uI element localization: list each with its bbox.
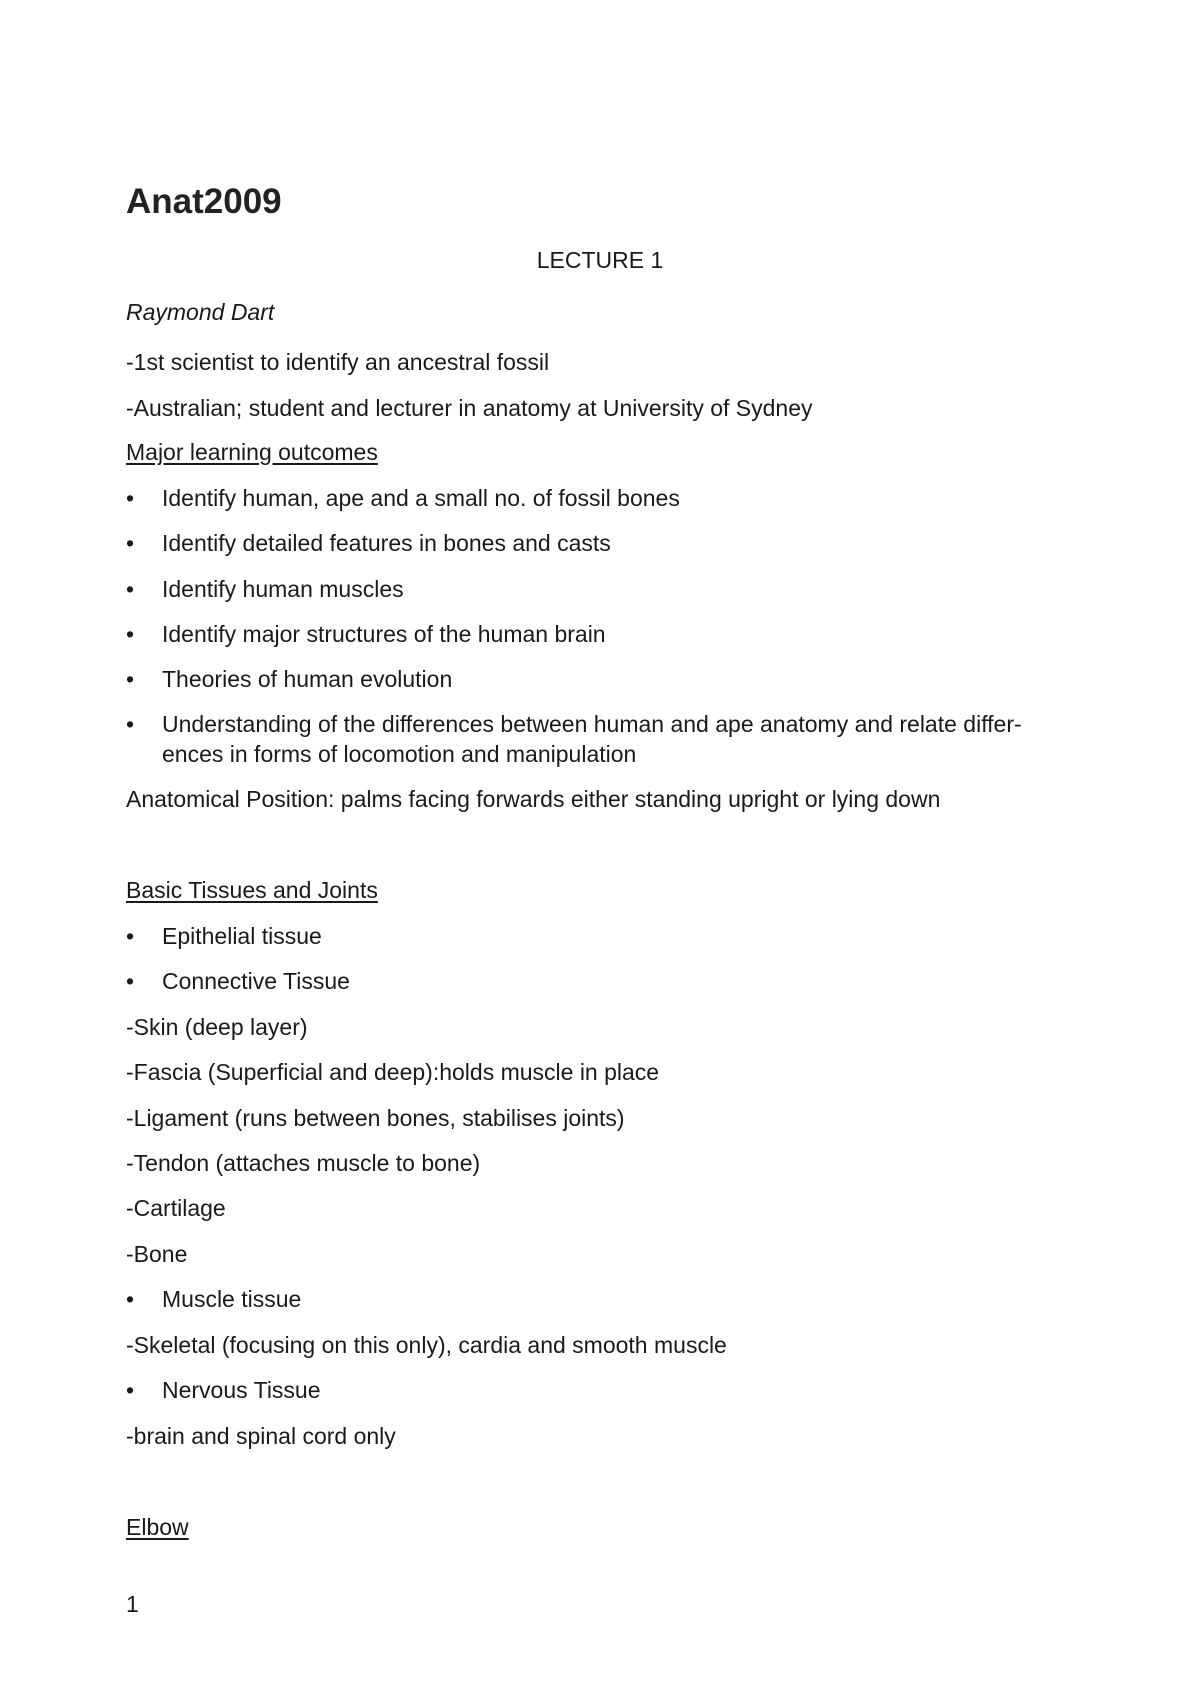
bullet-icon: •: [126, 621, 135, 647]
connective-item: -Fascia (Superficial and deep):holds muscle in place: [126, 1059, 660, 1085]
elbow-heading: Elbow: [126, 1514, 189, 1540]
outcome-item: [126, 528, 1086, 558]
bullet-icon: •: [126, 1286, 135, 1312]
outcome-item: [126, 664, 1086, 694]
tissue-item: [126, 921, 1086, 951]
outcome-item: [126, 709, 1086, 769]
bullet-icon: •: [126, 1377, 135, 1403]
fact-line: -1st scientist to identify an ancestral fossil: [126, 349, 550, 375]
outcome-text: Theories of human evolution: [162, 666, 453, 692]
tissue-item: [126, 1284, 1086, 1314]
bullet-icon: •: [126, 968, 135, 994]
tissue-text: Muscle tissue: [162, 1286, 302, 1312]
bullet-icon: •: [126, 923, 135, 949]
outcome-item: [126, 619, 1086, 649]
tissue-item: [126, 1375, 1086, 1405]
connective-item: -Skin (deep layer): [126, 1014, 308, 1040]
bullet-icon: •: [126, 530, 135, 556]
fact-line: -Australian; student and lecturer in anatomy at University of Sydney: [126, 395, 813, 421]
connective-item: -Bone: [126, 1241, 188, 1267]
anatomical-position: Anatomical Position: palms facing forwards either standing upright or lying down: [126, 786, 941, 812]
bullet-icon: •: [126, 666, 135, 692]
outcome-item: [126, 483, 1086, 513]
tissue-text: Epithelial tissue: [162, 923, 322, 949]
muscle-detail: -Skeletal (focusing on this only), cardia and smooth muscle: [126, 1332, 727, 1358]
connective-item: -Cartilage: [126, 1195, 226, 1221]
outcomes-heading: Major learning outcomes: [126, 439, 378, 465]
page-number: 1: [126, 1591, 139, 1617]
document-title: Anat2009: [126, 182, 282, 221]
bullet-icon: •: [126, 711, 135, 737]
outcome-item: [126, 574, 1086, 604]
outcome-text: Identify human muscles: [162, 576, 404, 602]
lecture-heading-text: LECTURE 1: [536, 247, 664, 273]
tissue-text: Connective Tissue: [162, 968, 350, 994]
outcome-text: Identify detailed features in bones and casts: [162, 530, 611, 556]
outcome-text: Understanding of the differences between human and ape anatomy and relate differ- ences in forms of locomotion and manipulation: [162, 711, 1022, 767]
outcome-text: Identify human, ape and a small no. of fossil bones: [162, 485, 680, 511]
outcome-text: Identify major structures of the human brain: [162, 621, 606, 647]
tissue-item: [126, 966, 1086, 996]
person-name: Raymond Dart: [126, 299, 275, 325]
nervous-detail: -brain and spinal cord only: [126, 1423, 396, 1449]
connective-item: -Tendon (attaches muscle to bone): [126, 1150, 481, 1176]
tissues-heading: Basic Tissues and Joints: [126, 877, 378, 903]
connective-item: -Ligament (runs between bones, stabilises joints): [126, 1105, 625, 1131]
bullet-icon: •: [126, 485, 135, 511]
tissue-text: Nervous Tissue: [162, 1377, 321, 1403]
lecture-heading: [0, 246, 1200, 274]
bullet-icon: •: [126, 576, 135, 602]
